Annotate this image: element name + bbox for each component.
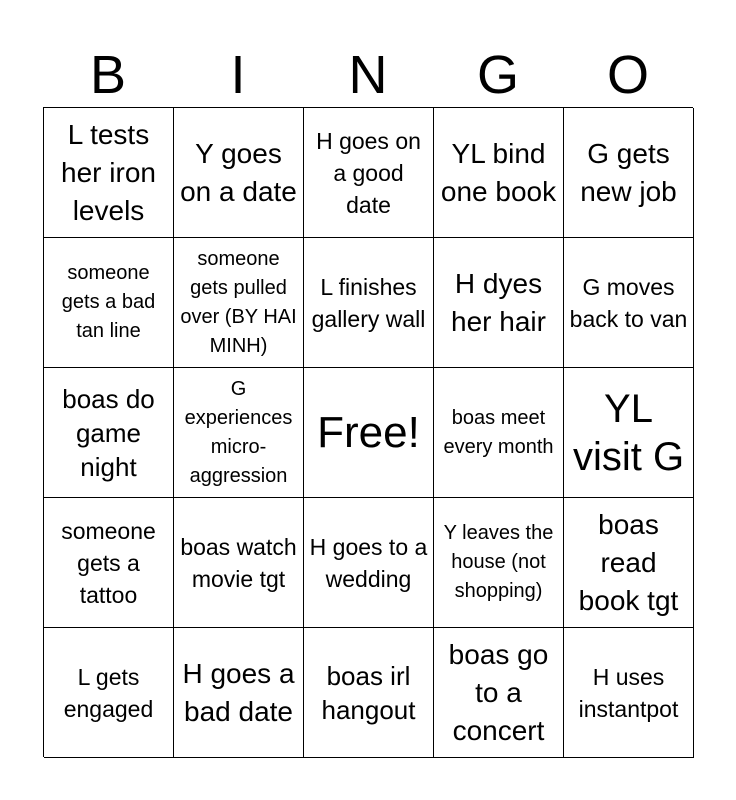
cell-text: H goes to a wedding bbox=[309, 533, 428, 592]
bingo-cell-r4-c4[interactable] bbox=[434, 498, 564, 628]
bingo-cell-r5-c4[interactable] bbox=[434, 628, 564, 758]
bingo-cell-r2-c1[interactable] bbox=[44, 238, 174, 368]
bingo-cell-r1-c3[interactable] bbox=[304, 108, 434, 238]
cell-text: Y leaves the house (not shopping) bbox=[443, 522, 554, 602]
cell-text: G experiences micro-aggression bbox=[184, 377, 293, 487]
header-letter-o: O bbox=[606, 45, 649, 105]
cell-text: boas meet every month bbox=[443, 406, 554, 458]
bingo-cell-r4-c2[interactable] bbox=[174, 498, 304, 628]
bingo-cell-r1-c1[interactable] bbox=[44, 108, 174, 238]
bingo-cell-r3-c1[interactable] bbox=[44, 368, 174, 498]
header-letter-b: B bbox=[89, 45, 127, 105]
cell-text: L finishes gallery wall bbox=[311, 273, 426, 332]
bingo-cell-r1-c4[interactable] bbox=[434, 108, 564, 238]
cell-text: L gets engaged bbox=[63, 663, 154, 722]
cell-text: Y goes on a date bbox=[180, 137, 297, 207]
cell-text: boas watch movie tgt bbox=[180, 533, 297, 592]
bingo-cell-r3-c5[interactable] bbox=[564, 368, 694, 498]
cell-text: G gets new job bbox=[580, 137, 677, 207]
bingo-cell-r3-c2[interactable] bbox=[174, 368, 304, 498]
bingo-cell-r5-c5[interactable] bbox=[564, 628, 694, 758]
bingo-header bbox=[43, 44, 693, 106]
bingo-cell-free[interactable] bbox=[304, 368, 434, 498]
bingo-cell-r2-c3[interactable] bbox=[304, 238, 434, 368]
bingo-cell-r4-c1[interactable] bbox=[44, 498, 174, 628]
cell-text: boas go to a concert bbox=[448, 638, 549, 746]
header-letter-i: I bbox=[230, 45, 246, 105]
bingo-cell-r2-c4[interactable] bbox=[434, 238, 564, 368]
bingo-cell-r1-c2[interactable] bbox=[174, 108, 304, 238]
cell-text: boas do game night bbox=[62, 383, 155, 482]
bingo-cell-r5-c1[interactable] bbox=[44, 628, 174, 758]
cell-text: H uses instantpot bbox=[578, 663, 679, 722]
bingo-board bbox=[43, 107, 693, 757]
cell-text: boas read book tgt bbox=[578, 508, 679, 616]
bingo-cell-r3-c4[interactable] bbox=[434, 368, 564, 498]
cell-text: boas irl hangout bbox=[321, 660, 416, 725]
cell-text: Free! bbox=[317, 407, 420, 457]
header-letter-g: G bbox=[476, 45, 519, 105]
cell-text: H dyes her hair bbox=[451, 267, 546, 337]
cell-text: H goes on a good date bbox=[316, 127, 421, 218]
bingo-cell-r5-c2[interactable] bbox=[174, 628, 304, 758]
cell-text: YL bind one book bbox=[440, 137, 557, 207]
cell-text: L tests her iron levels bbox=[61, 118, 156, 226]
bingo-cell-r5-c3[interactable] bbox=[304, 628, 434, 758]
cell-text: someone gets a bad tan line bbox=[61, 262, 156, 342]
cell-text: someone gets a tattoo bbox=[61, 517, 156, 608]
bingo-cell-r1-c5[interactable] bbox=[564, 108, 694, 238]
cell-text: YL visit G bbox=[572, 386, 685, 479]
bingo-cell-r2-c2[interactable] bbox=[174, 238, 304, 368]
bingo-cell-r4-c3[interactable] bbox=[304, 498, 434, 628]
bingo-cell-r4-c5[interactable] bbox=[564, 498, 694, 628]
cell-text: H goes a bad date bbox=[182, 657, 295, 727]
cell-text: G moves back to van bbox=[569, 273, 688, 332]
header-letter-n: N bbox=[348, 45, 388, 105]
bingo-cell-r2-c5[interactable] bbox=[564, 238, 694, 368]
cell-text: someone gets pulled over (BY HAI MINH) bbox=[180, 247, 297, 357]
